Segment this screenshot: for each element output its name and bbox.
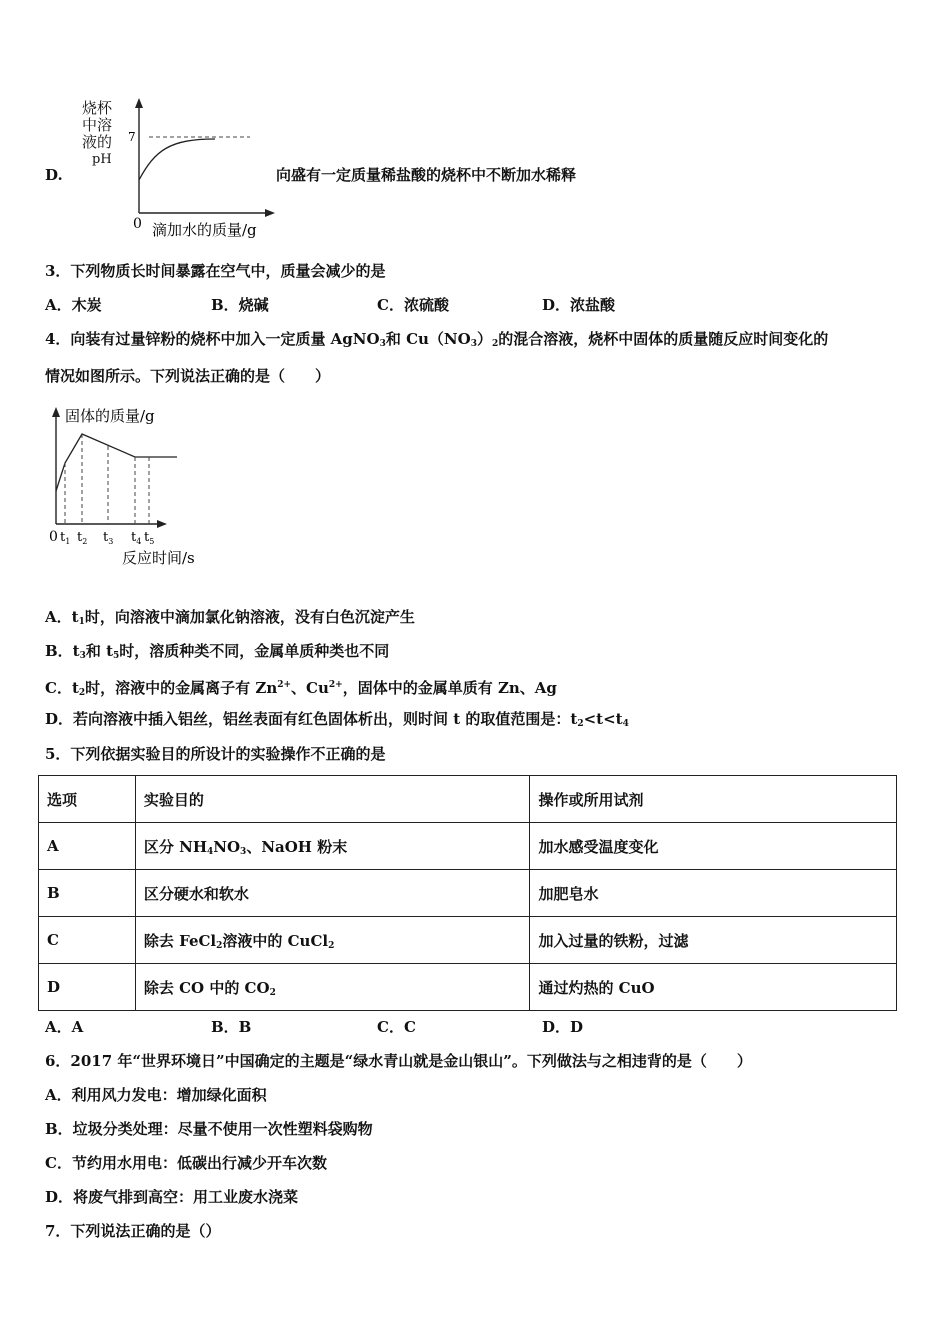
tick-t: t xyxy=(103,530,109,545)
row-key: C xyxy=(39,917,136,964)
purpose-part: 除去 FeCl xyxy=(143,931,217,950)
q4-option-b-part: 和 t xyxy=(85,642,114,660)
row-key: B xyxy=(39,870,136,917)
row-purpose: 区分硬水和软水 xyxy=(135,870,530,917)
q4-stem-sub: 3 xyxy=(379,339,386,349)
q4-option-d-part: <t<t xyxy=(583,710,623,728)
q5-option-a: A．A xyxy=(45,1018,84,1036)
q3-stem: 3．下列物质长时间暴露在空气中，质量会减少的是 xyxy=(45,262,386,280)
q4-option-b xyxy=(45,641,389,666)
q4-option-d-part: D．若向溶液中插入铝丝，铝丝表面有红色固体析出，则时间 t 的取值范围是：t xyxy=(45,710,578,728)
ph-curve xyxy=(139,139,215,180)
purpose-part: 溶液中的 CuCl xyxy=(222,931,329,950)
ph-7-mark: 7 xyxy=(128,130,136,144)
q2-option-d-label: D. xyxy=(45,166,63,184)
tick-t5 xyxy=(144,530,154,546)
purpose-sub: 2 xyxy=(269,987,276,998)
q4-stem-part: 和 Cu（NO xyxy=(385,330,471,348)
q4-stem-sub: 3 xyxy=(470,339,477,349)
header-option: 选项 xyxy=(39,776,136,823)
row-purpose xyxy=(135,823,530,870)
purpose-part: 、NaOH 粉末 xyxy=(246,837,348,856)
q3-option-b: B．烧碱 xyxy=(211,296,269,314)
q5-option-d: D．D xyxy=(542,1018,584,1036)
q4-option-c xyxy=(45,675,557,703)
table-row xyxy=(39,823,897,870)
header-operation: 操作或所用试剂 xyxy=(530,776,897,823)
q4-stem-part: ） xyxy=(476,330,492,348)
q2-option-d-text: 向盛有一定质量稀盐酸的烧杯中不断加水稀释 xyxy=(276,166,577,184)
row-key: D xyxy=(39,964,136,1011)
purpose-sub: 3 xyxy=(240,846,247,857)
tick-t: t xyxy=(131,530,137,545)
purpose-part: 区分 NH xyxy=(143,837,207,856)
q4-stem-part: 的混合溶液，烧杯中固体的质量随反应时间变化的 xyxy=(498,330,829,348)
q4-option-b-sub: 5 xyxy=(113,651,120,661)
q6-option-c: C．节约用水用电：低碳出行减少开车次数 xyxy=(45,1154,327,1172)
q7-stem: 7．下列说法正确的是（） xyxy=(45,1222,221,1240)
q4-stem-part: 4．向装有过量锌粉的烧杯中加入一定质量 AgNO xyxy=(45,330,380,348)
ph-ylabel-line: 烧杯 xyxy=(82,99,113,117)
purpose-sub: 2 xyxy=(216,940,223,951)
ph-ylabel-line: pH xyxy=(92,152,112,167)
q4-stem xyxy=(45,329,828,354)
solid-mass-graph xyxy=(44,403,254,583)
tick-t1 xyxy=(60,530,70,546)
q6-option-a: A．利用风力发电：增加绿化面积 xyxy=(45,1086,267,1104)
q6-stem: 6．2017 年“世界环境日”中国确定的主题是“绿水青山就是金山银山”。下列做法与之相违背的是（ ） xyxy=(45,1052,752,1070)
purpose-part: 除去 CO 中的 CO xyxy=(143,978,270,997)
tick-sub: 4 xyxy=(136,537,142,546)
q4-option-a-sub: 1 xyxy=(78,617,85,627)
tick-t: t xyxy=(60,530,66,545)
tick-t4 xyxy=(131,530,141,546)
q5-table xyxy=(38,775,897,1011)
ph-graph-ylabel xyxy=(82,100,112,168)
q4-option-c-sup: 2+ xyxy=(277,680,292,690)
q3-option-c: C．浓硫酸 xyxy=(377,296,449,314)
q4-option-b-sub: 3 xyxy=(79,651,86,661)
q4-option-c-part: C．t xyxy=(45,679,79,697)
q4-option-d-sub: 2 xyxy=(577,719,584,729)
q4-option-d xyxy=(45,709,629,734)
q4-option-a xyxy=(45,607,415,632)
tick-t: t xyxy=(77,530,83,545)
ph-origin: 0 xyxy=(133,216,142,232)
tick-sub: 5 xyxy=(149,537,155,546)
q4-option-b-part: 时，溶质种类不同，金属单质种类也不同 xyxy=(119,642,390,660)
q4-option-a-part: A．t xyxy=(45,608,79,626)
q6-option-d: D．将废气排到高空：用工业废水浇菜 xyxy=(45,1188,299,1206)
table-header-row xyxy=(39,776,897,823)
tick-sub: 3 xyxy=(108,537,114,546)
q4-stem-line2: 情况如图所示。下列说法正确的是（ ） xyxy=(45,367,331,385)
q4-option-d-sub: 4 xyxy=(622,719,629,729)
q4-option-c-part: 时，溶液中的金属离子有 Zn xyxy=(85,679,278,697)
ph-y-arrow xyxy=(135,98,143,108)
row-operation: 通过灼热的 CuO xyxy=(530,964,897,1011)
table-row xyxy=(39,917,897,964)
ph-ylabel-line: 液的 xyxy=(82,133,113,151)
mass-xlabel: 反应时间/s xyxy=(122,549,195,567)
ph-ylabel-line: 中溶 xyxy=(82,116,113,134)
q4-option-c-part: ，固体中的金属单质有 Zn、Ag xyxy=(342,679,557,697)
q6-option-b: B．垃圾分类处理：尽量不使用一次性塑料袋购物 xyxy=(45,1120,373,1138)
tick-t: t xyxy=(144,530,150,545)
mass-dashed-lines xyxy=(65,434,149,524)
q3-option-d: D．浓盐酸 xyxy=(542,296,616,314)
q4-stem-sub: 2 xyxy=(491,339,499,349)
tick-sub: 2 xyxy=(82,537,88,546)
row-operation: 加入过量的铁粉，过滤 xyxy=(530,917,897,964)
purpose-part: NO xyxy=(213,837,241,856)
mass-origin: 0 xyxy=(49,529,58,545)
ph-x-arrow xyxy=(265,209,275,217)
mass-ylabel: 固体的质量/g xyxy=(65,407,155,425)
q4-option-b-part: B．t xyxy=(45,642,80,660)
row-operation: 加水感受温度变化 xyxy=(530,823,897,870)
ph-xlabel: 滴加水的质量/g xyxy=(152,221,257,239)
row-purpose xyxy=(135,917,530,964)
q5-option-c: C．C xyxy=(377,1018,416,1036)
mass-y-arrow xyxy=(52,407,60,417)
table-row xyxy=(39,870,897,917)
row-key: A xyxy=(39,823,136,870)
q3-option-a: A．木炭 xyxy=(45,296,102,314)
q4-option-c-sup: 2+ xyxy=(328,680,343,690)
purpose-sub: 4 xyxy=(207,846,214,857)
tick-t3 xyxy=(103,530,113,546)
q4-option-c-part: 、Cu xyxy=(291,679,329,697)
table-row xyxy=(39,964,897,1011)
mass-x-arrow xyxy=(157,520,167,528)
mass-curve xyxy=(56,434,177,491)
q4-option-c-sub: 2 xyxy=(78,688,86,698)
q4-option-a-part: 时，向溶液中滴加氯化钠溶液，没有白色沉淀产生 xyxy=(84,608,415,626)
row-purpose xyxy=(135,964,530,1011)
purpose-sub: 2 xyxy=(328,940,335,951)
q5-option-b: B．B xyxy=(211,1018,252,1036)
q5-stem: 5．下列依据实验目的所设计的实验操作不正确的是 xyxy=(45,745,386,763)
header-purpose: 实验目的 xyxy=(135,776,530,823)
tick-sub: 1 xyxy=(65,537,71,546)
row-operation: 加肥皂水 xyxy=(530,870,897,917)
tick-t2 xyxy=(77,530,87,546)
